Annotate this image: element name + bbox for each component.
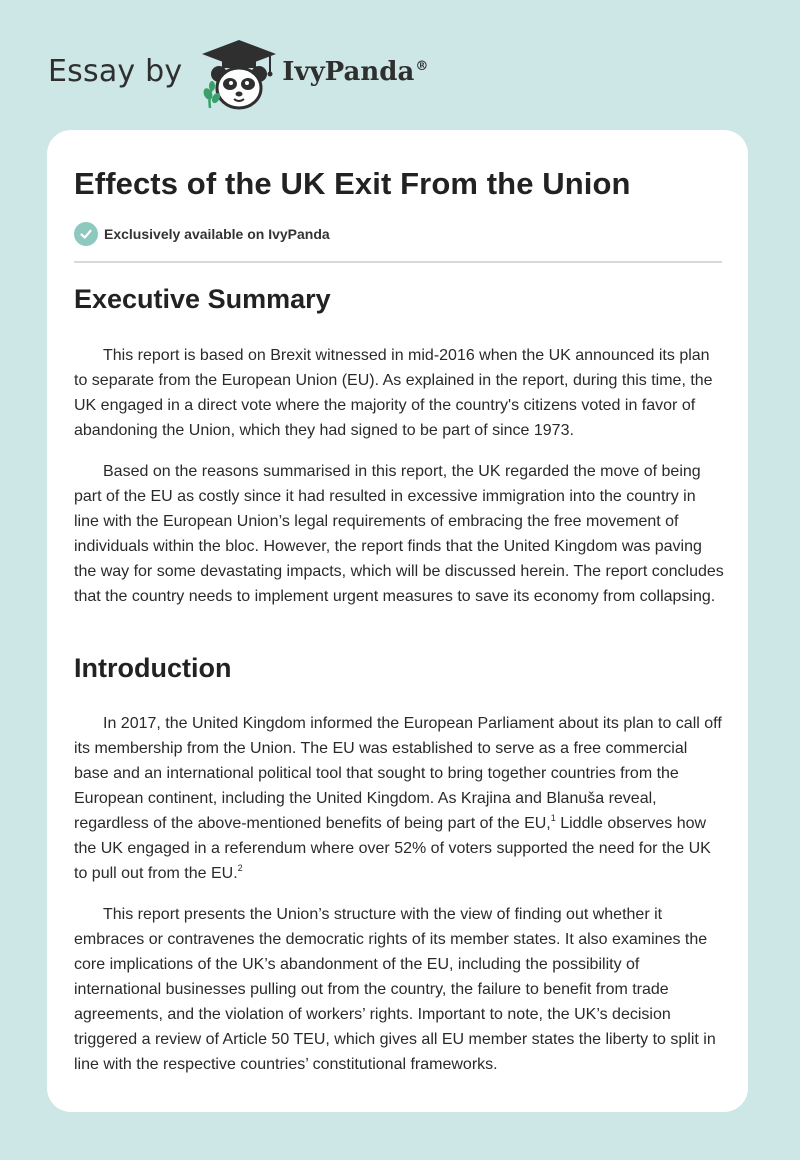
section-heading-executive-summary: Executive Summary (74, 284, 331, 314)
exclusive-badge (74, 222, 330, 246)
footnote-ref-1[interactable]: 1 (550, 813, 556, 823)
check-icon (74, 222, 98, 246)
brand-header (48, 34, 428, 114)
article-card (47, 130, 748, 1112)
paragraph-text: In 2017, the United Kingdom informed the European Parliament about its plan to call off its membership from the Union. The EU was established to serve as a free commercial base and an international political tool that sought to bring together countries from the European continent, including the United Kingdom. As Krajina and Blanuša reveal, regardless of the above-mentioned benefits of being part of the EU, (74, 715, 722, 832)
paragraph-with-footnotes (74, 711, 724, 886)
paragraph: This report presents the Union’s structure with the view of finding out whether it embraces or contravenes the democratic rights of its member states. It also examines the core implications of the UK’s abandonment of the EU, including the possibility of international businesses pulling out from the country, the failure to benefit from trade agreements, and the violation of workers’ rights. Important to note, the UK’s decision triggered a review of Article 50 TEU, which gives all EU member states the liberty to split in line with the respective countries’ constitutional frameworks. (74, 906, 716, 1073)
section-heading-introduction: Introduction (74, 653, 232, 683)
brand-prefix: Essay by (48, 53, 183, 89)
paragraph: This report is based on Brexit witnessed in mid-2016 when the UK announced its plan to separate from the European Union (EU). As explained in the report, during this time, the UK engaged in a direct vote where the majority of the country's citizens voted in favor of abandoning the Union, which they had signed to be part of since 1973. (74, 347, 713, 439)
paragraph: Based on the reasons summarised in this report, the UK regarded the move of being part of the EU as costly since it had resulted in excessive immigration into the country in line with the European Union’s legal requirements of embracing the free movement of individuals within the bloc. However, the report finds that the United Kingdom was paving the way for some devastating impacts, which will be discussed herein. The report concludes that the country needs to implement urgent measures to save its economy from collapsing. (74, 463, 724, 605)
brand-name[interactable]: IvyPanda® (282, 57, 429, 87)
divider (74, 261, 722, 263)
paragraph-text: Liddle observes how the UK engaged in a referendum where over 52% of voters supported the need for the UK to pull out from the EU. (74, 815, 711, 882)
exclusive-badge-text: Exclusively available on IvyPanda (104, 226, 330, 242)
footnote-ref-2[interactable]: 2 (237, 863, 243, 873)
registered-mark: ® (415, 59, 429, 75)
panda-logo-icon[interactable] (198, 36, 280, 112)
page-title: Effects of the UK Exit From the Union (74, 166, 631, 201)
